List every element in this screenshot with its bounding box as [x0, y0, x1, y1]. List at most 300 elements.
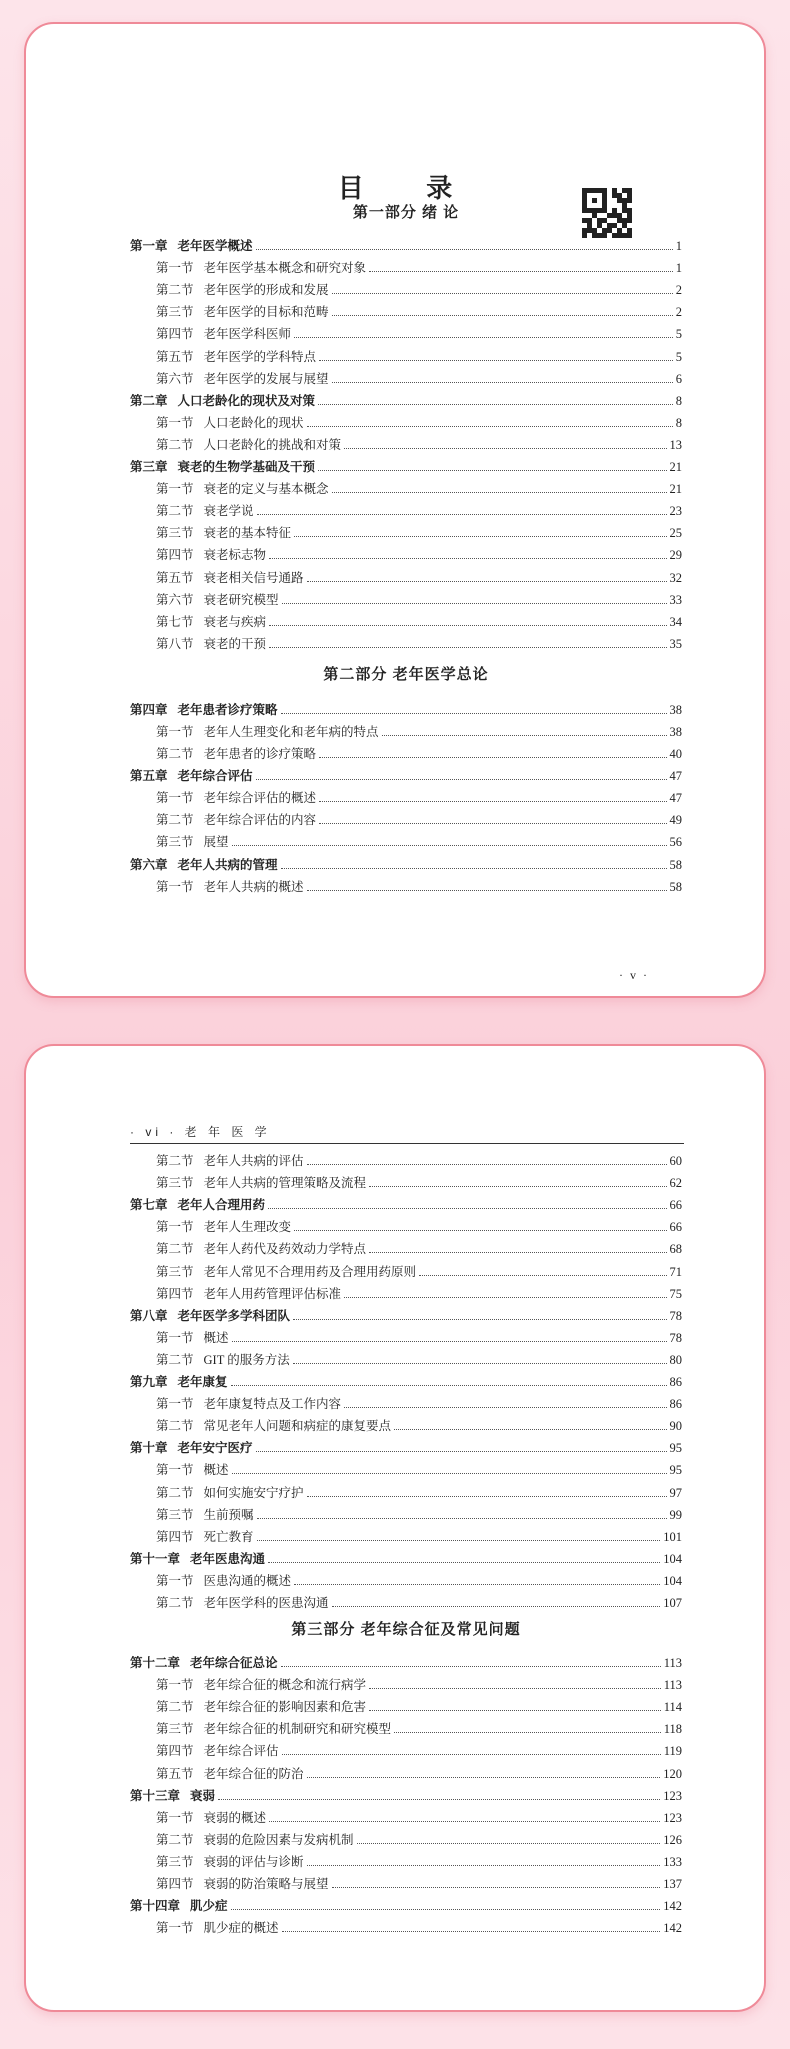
dot-leader — [382, 735, 667, 736]
entry-number: 第八节 — [156, 636, 194, 651]
entry-number: 第三节 — [156, 835, 194, 850]
toc-chapter-entry[interactable] — [130, 1545, 682, 1567]
entry-title: 老年医学科医师 — [203, 327, 292, 342]
entry-page-number: 38 — [669, 702, 682, 717]
entry-number: 第三章 — [130, 460, 168, 475]
toc-section-entry[interactable] — [130, 409, 682, 431]
dot-leader — [344, 1297, 666, 1298]
entry-number: 第一节 — [156, 1921, 194, 1936]
dot-leader — [307, 426, 673, 427]
entry-number: 第二章 — [130, 393, 168, 408]
dot-leader — [332, 315, 673, 316]
toc-chapter-entry[interactable] — [130, 453, 682, 475]
entry-number: 第一节 — [156, 261, 194, 276]
entry-page-number: 62 — [669, 1176, 682, 1191]
entry-number: 第六节 — [156, 371, 194, 386]
toc-section-entry[interactable] — [130, 784, 682, 806]
entry-number: 第二节 — [156, 1700, 194, 1715]
part-heading: 第三部分 老年综合征及常见问题 — [291, 1620, 521, 1638]
toc-chapter-entry[interactable] — [130, 762, 682, 784]
dot-leader — [394, 1732, 661, 1733]
entry-number: 第九章 — [130, 1375, 168, 1390]
toc-section-entry[interactable] — [130, 1412, 682, 1434]
entry-page-number: 95 — [669, 1441, 682, 1456]
entry-title: 老年综合征的防治 — [203, 1766, 304, 1781]
entry-number: 第二节 — [156, 437, 194, 452]
entry-number: 第八章 — [130, 1308, 168, 1323]
entry-page-number: 133 — [663, 1854, 682, 1869]
entry-number: 第一节 — [156, 791, 194, 806]
part-heading: 第一部分 绪 论 — [352, 204, 460, 221]
dot-leader — [307, 1777, 661, 1778]
entry-page-number: 21 — [669, 460, 682, 475]
entry-number: 第一节 — [156, 1678, 194, 1693]
toc-section-entry[interactable] — [130, 365, 682, 387]
entry-number: 第三节 — [156, 526, 194, 541]
dot-leader — [369, 1252, 666, 1253]
entry-number: 第四节 — [156, 1744, 194, 1759]
entry-number: 第二节 — [156, 1832, 194, 1847]
entry-number: 第一节 — [156, 1397, 194, 1412]
entry-title: 概述 — [203, 1463, 229, 1478]
toc-chapter-entry[interactable] — [130, 850, 682, 872]
toc-section-entry[interactable] — [130, 1501, 682, 1523]
entry-title: 老年综合评估 — [203, 1744, 279, 1759]
entry-title: 老年医学基本概念和研究对象 — [203, 261, 367, 276]
entry-number: 第一节 — [156, 879, 194, 894]
dot-leader — [232, 1473, 667, 1474]
entry-page-number: 35 — [669, 636, 682, 651]
entry-number: 第四节 — [156, 548, 194, 563]
entry-page-number: 118 — [663, 1722, 682, 1737]
entry-number: 第四章 — [130, 702, 168, 717]
entry-title: 老年综合评估的内容 — [203, 813, 317, 828]
entry-title: 老年人生理变化和老年病的特点 — [203, 724, 379, 739]
entry-number: 第二节 — [156, 1242, 194, 1257]
entry-title: 衰老学说 — [203, 504, 254, 519]
entry-title: 生前预嘱 — [203, 1507, 254, 1522]
toc-section-entry[interactable] — [130, 1257, 682, 1279]
entry-title: 老年综合征总论 — [190, 1656, 278, 1671]
entry-title: 肌少症 — [190, 1899, 228, 1914]
toc-section-entry[interactable] — [130, 1523, 682, 1545]
entry-title: 衰老相关信号通路 — [203, 570, 304, 585]
toc-section-entry[interactable] — [130, 1147, 682, 1169]
toc-section-entry[interactable] — [130, 431, 682, 453]
toc-section-entry[interactable] — [130, 828, 682, 850]
toc-section-entry[interactable] — [130, 806, 682, 828]
entry-title: 人口老龄化的挑战和对策 — [203, 437, 342, 452]
entry-page-number: 25 — [669, 526, 682, 541]
toc-section-entry[interactable] — [130, 630, 682, 652]
dot-leader — [294, 1230, 666, 1231]
entry-title: 衰老的生物学基础及干预 — [177, 460, 316, 475]
entry-title: 老年医学的发展与展望 — [203, 371, 329, 386]
toc-section-entry[interactable] — [130, 1715, 682, 1737]
dot-leader — [357, 1843, 661, 1844]
toc-section-entry[interactable] — [130, 519, 682, 541]
entry-number: 第五节 — [156, 570, 194, 585]
entry-page-number: 66 — [669, 1220, 682, 1235]
entry-number: 第二节 — [156, 283, 194, 298]
toc-chapter-entry[interactable] — [130, 1368, 682, 1390]
dot-leader — [231, 1385, 667, 1386]
toc-section-entry[interactable] — [130, 873, 682, 895]
entry-page-number: 114 — [663, 1700, 682, 1715]
entry-title: 衰老的定义与基本概念 — [203, 482, 329, 497]
entry-page-number: 107 — [663, 1595, 682, 1610]
entry-page-number: 99 — [669, 1507, 682, 1522]
entry-page-number: 137 — [663, 1877, 682, 1891]
toc-chapter-entry[interactable] — [130, 232, 682, 254]
toc-section-entry[interactable] — [130, 1390, 682, 1412]
dot-leader — [332, 293, 673, 294]
toc-section-entry[interactable] — [130, 1478, 682, 1500]
toc-section-entry[interactable] — [130, 1213, 682, 1235]
entry-page-number: 47 — [669, 769, 682, 784]
entry-title: 人口老龄化的现状 — [203, 415, 304, 430]
dot-leader — [218, 1799, 660, 1800]
entry-number: 第十一章 — [130, 1551, 181, 1566]
entry-page-number: 113 — [663, 1656, 682, 1671]
toc-section-entry[interactable] — [130, 497, 682, 519]
entry-page-number: 71 — [669, 1264, 682, 1279]
dot-leader — [294, 536, 666, 537]
entry-page-number: 142 — [663, 1899, 682, 1914]
entry-number: 第一节 — [156, 1810, 194, 1825]
dot-leader — [232, 845, 667, 846]
entry-number: 第七章 — [130, 1198, 168, 1213]
entry-page-number: 6 — [675, 371, 682, 386]
dot-leader — [231, 1909, 661, 1910]
toc-section-entry[interactable] — [130, 608, 682, 630]
entry-title: 衰老标志物 — [203, 548, 267, 563]
dot-leader — [319, 757, 666, 758]
entry-page-number: 33 — [669, 592, 682, 607]
toc-section-entry[interactable] — [130, 342, 682, 364]
entry-number: 第一节 — [156, 1330, 194, 1345]
entry-number: 第三节 — [156, 1507, 194, 1522]
toc-section-entry[interactable] — [130, 1693, 682, 1715]
toc-section-entry[interactable] — [130, 1848, 682, 1870]
entry-title: 老年综合评估的概述 — [203, 791, 317, 806]
dot-leader — [369, 271, 673, 272]
entry-title: 衰弱的评估与诊断 — [203, 1854, 304, 1869]
dot-leader — [319, 801, 666, 802]
dot-leader — [269, 1821, 660, 1822]
entry-number: 第七节 — [156, 614, 194, 629]
toc-section-entry[interactable] — [130, 1804, 682, 1826]
dot-leader — [269, 647, 666, 648]
entry-page-number: 75 — [669, 1286, 682, 1301]
entry-number: 第一节 — [156, 724, 194, 739]
entry-title: 老年安宁医疗 — [177, 1441, 253, 1456]
entry-page-number: 1 — [675, 261, 682, 276]
entry-number: 第五章 — [130, 769, 168, 784]
dot-leader — [318, 470, 666, 471]
entry-title: 老年人共病的概述 — [203, 879, 304, 894]
entry-title: 老年人共病的管理 — [177, 857, 278, 872]
toc-chapter-entry[interactable] — [130, 1434, 682, 1456]
entry-page-number: 5 — [675, 349, 682, 364]
dot-leader — [307, 1496, 667, 1497]
entry-number: 第一节 — [156, 1220, 194, 1235]
entry-number: 第四节 — [156, 1877, 194, 1891]
entry-title: 老年综合征的影响因素和危害 — [203, 1700, 367, 1715]
page-number: · v · — [619, 968, 649, 982]
entry-title: 衰弱的危险因素与发病机制 — [203, 1832, 354, 1847]
dot-leader — [293, 1363, 667, 1364]
entry-title: 老年人药代及药效动力学特点 — [203, 1242, 367, 1257]
dot-leader — [307, 1164, 667, 1165]
entry-title: 老年康复 — [177, 1375, 228, 1390]
entry-title: 老年人合理用药 — [177, 1198, 266, 1213]
entry-page-number: 97 — [669, 1485, 682, 1500]
dot-leader — [281, 868, 667, 869]
dot-leader — [369, 1710, 661, 1711]
dot-leader — [269, 558, 666, 559]
toc-section-entry[interactable] — [130, 320, 682, 342]
toc-section-entry[interactable] — [130, 1456, 682, 1478]
toc-chapter-entry[interactable] — [130, 1782, 682, 1804]
dot-leader — [281, 713, 667, 714]
entry-title: 老年综合评估 — [177, 769, 253, 784]
entry-number: 第一章 — [130, 239, 168, 254]
toc-section-entry[interactable] — [130, 276, 682, 298]
toc-chapter-entry[interactable] — [130, 696, 682, 718]
entry-title: 衰弱的防治策略与展望 — [203, 1877, 329, 1891]
dot-leader — [318, 404, 673, 405]
entry-number: 第六节 — [156, 592, 194, 607]
entry-page-number: 34 — [669, 614, 682, 629]
entry-page-number: 8 — [675, 415, 682, 430]
entry-page-number: 58 — [669, 879, 682, 894]
entry-number: 第三节 — [156, 1854, 194, 1869]
dot-leader — [419, 1275, 666, 1276]
toc-list-page-1 — [130, 204, 682, 895]
entry-page-number: 119 — [663, 1744, 682, 1759]
dot-leader — [332, 382, 673, 383]
entry-page-number: 78 — [669, 1308, 682, 1323]
entry-title: 衰老与疾病 — [203, 614, 267, 629]
toc-chapter-entry[interactable] — [130, 1302, 682, 1324]
dot-leader — [232, 1341, 667, 1342]
toc-page-1 — [24, 22, 766, 998]
entry-page-number: 120 — [663, 1766, 682, 1781]
entry-title: GIT 的服务方法 — [203, 1352, 290, 1367]
entry-page-number: 2 — [675, 283, 682, 298]
entry-title: 老年综合征的概念和流行病学 — [203, 1678, 367, 1693]
entry-title: 老年康复特点及工作内容 — [203, 1397, 342, 1412]
dot-leader — [332, 1887, 661, 1888]
entry-page-number: 104 — [663, 1573, 682, 1588]
dot-leader — [282, 1931, 661, 1932]
entry-number: 第二节 — [156, 504, 194, 519]
entry-page-number: 78 — [669, 1330, 682, 1345]
toc-chapter-entry[interactable] — [130, 1892, 682, 1914]
toc-section-entry[interactable] — [130, 1671, 682, 1693]
toc-chapter-entry[interactable] — [130, 1191, 682, 1213]
entry-number: 第十章 — [130, 1441, 168, 1456]
entry-page-number: 49 — [669, 813, 682, 828]
entry-number: 第二节 — [156, 747, 194, 762]
entry-page-number: 104 — [663, 1551, 682, 1566]
entry-page-number: 29 — [669, 548, 682, 563]
entry-number: 第四节 — [156, 1529, 194, 1544]
dot-leader — [293, 1319, 666, 1320]
dot-leader — [256, 249, 673, 250]
entry-page-number: 123 — [663, 1788, 682, 1803]
entry-number: 第十二章 — [130, 1656, 181, 1671]
entry-number: 第二节 — [156, 1419, 194, 1434]
entry-title: 老年医学科的医患沟通 — [203, 1595, 329, 1610]
toc-section-entry[interactable] — [130, 586, 682, 608]
entry-number: 第二节 — [156, 813, 194, 828]
entry-page-number: 5 — [675, 327, 682, 342]
entry-number: 第三节 — [156, 1264, 194, 1279]
entry-number: 第一节 — [156, 1573, 194, 1588]
entry-number: 第五节 — [156, 1766, 194, 1781]
entry-title: 死亡教育 — [203, 1529, 254, 1544]
entry-page-number: 40 — [669, 747, 682, 762]
running-header: · vi · 老 年 医 学 — [130, 1123, 684, 1144]
dot-leader — [281, 1666, 661, 1667]
toc-section-entry[interactable] — [130, 1759, 682, 1781]
entry-title: 老年综合征的机制研究和研究模型 — [203, 1722, 392, 1737]
toc-section-entry[interactable] — [130, 1589, 682, 1611]
entry-page-number: 47 — [669, 791, 682, 806]
toc-section-entry[interactable] — [130, 1235, 682, 1257]
dot-leader — [344, 1407, 666, 1408]
entry-title: 衰弱的概述 — [203, 1810, 267, 1825]
entry-title: 衰弱 — [190, 1788, 216, 1803]
entry-number: 第十三章 — [130, 1788, 181, 1803]
entry-page-number: 32 — [669, 570, 682, 585]
entry-number: 第二节 — [156, 1485, 194, 1500]
entry-page-number: 68 — [669, 1242, 682, 1257]
dot-leader — [332, 492, 667, 493]
entry-number: 第三节 — [156, 1722, 194, 1737]
part-heading: 第二部分 老年医学总论 — [323, 665, 489, 683]
toc-section-entry[interactable] — [130, 1567, 682, 1589]
dot-leader — [268, 1562, 660, 1563]
entry-title: 人口老龄化的现状及对策 — [177, 393, 316, 408]
entry-number: 第一节 — [156, 482, 194, 497]
entry-page-number: 58 — [669, 857, 682, 872]
entry-title: 老年患者的诊疗策略 — [203, 747, 317, 762]
dot-leader — [282, 603, 667, 604]
entry-title: 概述 — [203, 1330, 229, 1345]
toc-section-entry[interactable] — [130, 1169, 682, 1191]
toc-chapter-entry[interactable] — [130, 1649, 682, 1671]
entry-title: 老年医学的形成和发展 — [203, 283, 329, 298]
toc-section-entry[interactable] — [130, 541, 682, 563]
entry-number: 第一节 — [156, 415, 194, 430]
dot-leader — [256, 779, 667, 780]
toc-section-entry[interactable] — [130, 475, 682, 497]
dot-leader — [256, 1451, 667, 1452]
entry-page-number: 66 — [669, 1198, 682, 1213]
entry-number: 第三节 — [156, 305, 194, 320]
entry-page-number: 1 — [675, 239, 682, 254]
dot-leader — [307, 581, 667, 582]
entry-title: 肌少症的概述 — [203, 1921, 279, 1936]
toc-section-entry[interactable] — [130, 1737, 682, 1759]
entry-title: 衰老研究模型 — [203, 592, 279, 607]
entry-number: 第四节 — [156, 1286, 194, 1301]
entry-page-number: 21 — [669, 482, 682, 497]
entry-title: 医患沟通的概述 — [203, 1573, 292, 1588]
entry-number: 第二节 — [156, 1352, 194, 1367]
entry-page-number: 113 — [663, 1678, 682, 1693]
entry-title: 衰老的干预 — [203, 636, 267, 651]
dot-leader — [394, 1429, 666, 1430]
entry-number: 第二节 — [156, 1595, 194, 1610]
dot-leader — [369, 1688, 661, 1689]
entry-title: 老年医学概述 — [177, 239, 253, 254]
dot-leader — [307, 1865, 661, 1866]
toc-chapter-entry[interactable] — [130, 387, 682, 409]
entry-page-number: 13 — [669, 437, 682, 452]
toc-section-entry[interactable] — [130, 718, 682, 740]
entry-page-number: 2 — [675, 305, 682, 320]
toc-section-entry[interactable] — [130, 1826, 682, 1848]
toc-section-entry[interactable] — [130, 254, 682, 276]
entry-title: 老年人常见不合理用药及合理用药原则 — [203, 1264, 417, 1279]
toc-section-entry[interactable] — [130, 563, 682, 585]
entry-number: 第一节 — [156, 1463, 194, 1478]
entry-page-number: 101 — [663, 1529, 682, 1544]
entry-title: 衰老的基本特征 — [203, 526, 292, 541]
entry-title: 老年医学多学科团队 — [177, 1308, 291, 1323]
entry-page-number: 8 — [675, 393, 682, 408]
dot-leader — [294, 1584, 660, 1585]
toc-section-entry[interactable] — [130, 1870, 682, 1892]
dot-leader — [344, 448, 666, 449]
entry-number: 第三节 — [156, 1176, 194, 1191]
toc-section-entry[interactable] — [130, 1324, 682, 1346]
entry-page-number: 123 — [663, 1810, 682, 1825]
entry-number: 第十四章 — [130, 1899, 181, 1914]
toc-section-entry[interactable] — [130, 298, 682, 320]
entry-title: 老年患者诊疗策略 — [177, 702, 278, 717]
dot-leader — [319, 823, 666, 824]
entry-title: 老年人共病的评估 — [203, 1154, 304, 1169]
entry-page-number: 38 — [669, 724, 682, 739]
entry-number: 第四节 — [156, 327, 194, 342]
entry-page-number: 90 — [669, 1419, 682, 1434]
toc-section-entry[interactable] — [130, 1280, 682, 1302]
dot-leader — [332, 1606, 661, 1607]
entry-title: 老年人生理改变 — [203, 1220, 292, 1235]
toc-section-entry[interactable] — [130, 1346, 682, 1368]
entry-page-number: 95 — [669, 1463, 682, 1478]
toc-title: 目 录 — [337, 174, 481, 203]
entry-page-number: 56 — [669, 835, 682, 850]
entry-title: 老年人用药管理评估标准 — [203, 1286, 342, 1301]
dot-leader — [268, 1208, 666, 1209]
dot-leader — [307, 890, 667, 891]
toc-section-entry[interactable] — [130, 1914, 682, 1936]
entry-title: 老年人共病的管理策略及流程 — [203, 1176, 367, 1191]
entry-page-number: 23 — [669, 504, 682, 519]
dot-leader — [257, 1540, 661, 1541]
entry-page-number: 86 — [669, 1397, 682, 1412]
entry-page-number: 86 — [669, 1375, 682, 1390]
entry-title: 常见老年人问题和病症的康复要点 — [203, 1419, 392, 1434]
toc-section-entry[interactable] — [130, 740, 682, 762]
entry-title: 老年医学的学科特点 — [203, 349, 317, 364]
